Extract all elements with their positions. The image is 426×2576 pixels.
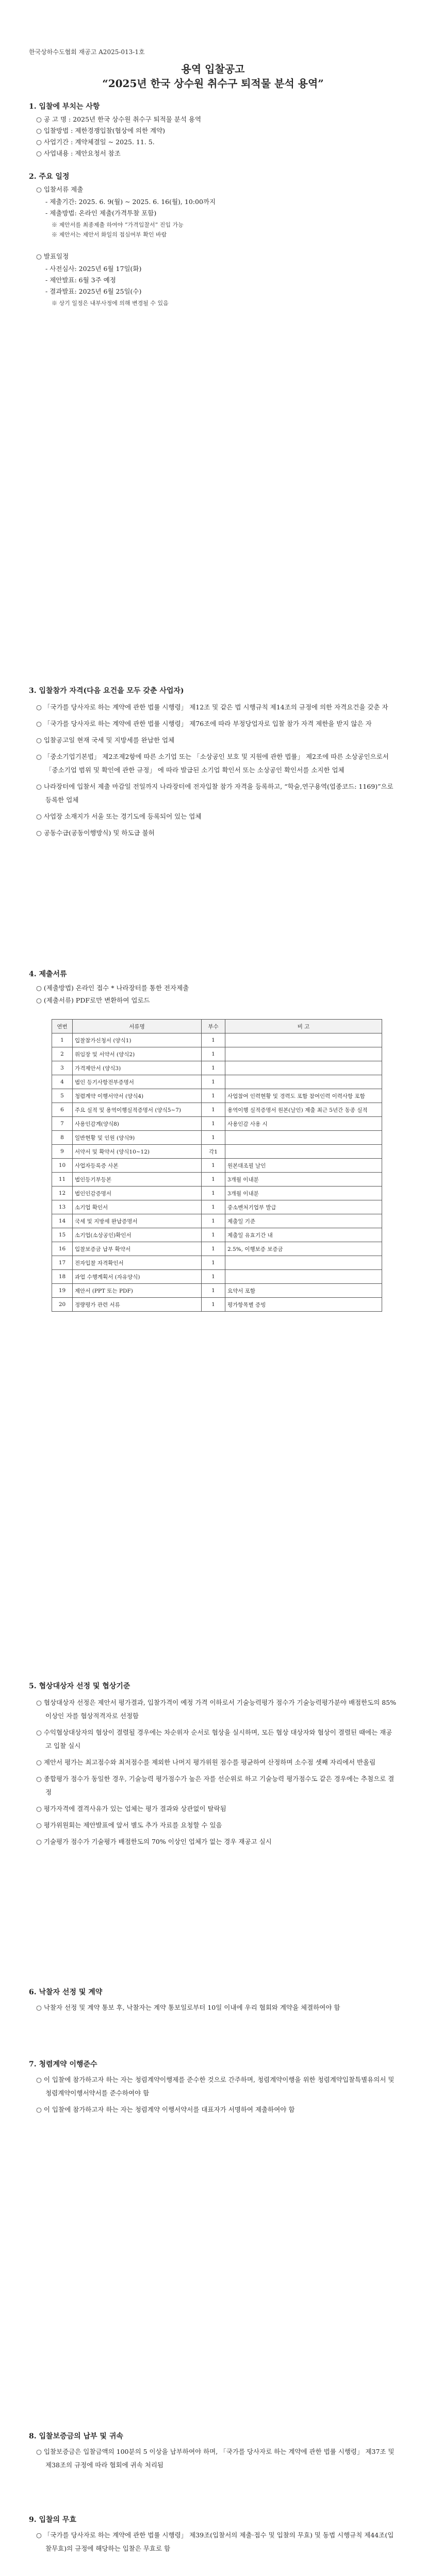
table-cell: 2.5%, 이행보증 보증금 — [225, 1242, 382, 1256]
sec3-paragraph: ○ 나라장터에 입찰서 제출 마감일 전일까지 나라장터에 전자입찰 참가 자격을 등록하고, “학술,연구용역(업종코드: 1169)”으로 등록한 업체 — [36, 783, 394, 804]
sec7-paragraph: ○ 이 입찰에 참가하고자 하는 자는 청렴계약이행제를 준수한 것으로 간주하며, 청렴계약이행을 위한 청렴계약입찰특별유의서 및 청렴계약이행서약서를 준수하여야 함 — [36, 2076, 395, 2097]
table-cell: 2 — [52, 1047, 73, 1061]
sec5-paragraph: ○ 기술평가 점수가 기술평가 배점한도의 70% 이상인 업체가 없는 경우 재공고 실시 — [36, 1838, 272, 1845]
table-cell: 제출일 유효기간 내 — [225, 1228, 382, 1242]
table-cell — [225, 1145, 382, 1159]
document-number: 한국상하수도협회 재공고 A2025-013-1호 — [29, 48, 145, 56]
sec9-paragraph: ○ 「국가를 당사자로 하는 계약에 관한 법률 시행령」 제39조(입찰서의 제출·접수 및 입찰의 무효) 및 동법 시행규칙 제44조(입찰무효)의 규정에 해당하는 입찰은 무효로 함 — [36, 2531, 394, 2552]
table-cell: 법인등기부등본 — [73, 1173, 202, 1187]
sec4-item: ○ (제출방법) 온라인 접수 * 나라장터를 통한 전자제출 — [36, 984, 189, 992]
column-header: 비 고 — [225, 1020, 382, 1033]
table-header-row — [52, 1020, 382, 1033]
table-row — [52, 1173, 382, 1187]
table-row — [52, 1298, 382, 1312]
table-row — [52, 1145, 382, 1159]
table-cell: 법인인감증명서 — [73, 1187, 202, 1200]
table-cell — [225, 1256, 382, 1270]
table-cell: 사업자등록증 사본 — [73, 1159, 202, 1173]
table-cell: 12 — [52, 1187, 73, 1200]
table-cell: 1 — [202, 1242, 225, 1256]
table-cell: 15 — [52, 1228, 73, 1242]
section-7-title: 7. 청렴계약 이행준수 — [29, 2060, 97, 2069]
sec1-item: ○ 사업기간 : 계약체결일 ~ 2025. 11. 5. — [36, 138, 155, 146]
sec5-paragraph: ○ 협상대상자 선정은 제안서 평가결과, 입찰가격이 예정 가격 이하로서 기술능력평가 점수가 기술능력평가분야 배점한도의 85% 이상인 자를 협상적격자로 선정함 — [36, 1699, 397, 1720]
table-cell — [225, 1033, 382, 1047]
sec3-paragraph: ○ 사업장 소재지가 서울 또는 경기도에 등록되어 있는 업체 — [36, 812, 202, 820]
table-row — [52, 1061, 382, 1075]
sec2-note: ※ 제안서를 최종제출 하여야 “가격입찰서” 진입 가능 — [52, 222, 184, 228]
sec6-paragraph: ○ 낙찰자 선정 및 계약 통보 후, 낙찰자는 계약 통보일로부터 10일 이내에 우리 협회와 계약을 체결하여야 함 — [36, 2004, 340, 2011]
sec2-item: - 제출기간: 2025. 6. 9(월) ~ 2025. 6. 16(월), 10:00까지 — [45, 198, 216, 206]
table-cell: 요약서 포함 — [225, 1284, 382, 1298]
sec1-item: ○ 공 고 명 : 2025년 한국 상수원 취수구 퇴적물 분석 용역 — [36, 115, 202, 123]
table-row — [52, 1284, 382, 1298]
table-cell: 1 — [202, 1061, 225, 1075]
sec4-item: ○ (제출서류) PDF로만 변환하여 업로드 — [36, 996, 150, 1004]
sec3-body — [36, 701, 397, 843]
table-cell — [225, 1047, 382, 1061]
table-row — [52, 1242, 382, 1256]
table-cell: 1 — [202, 1033, 225, 1047]
table-cell: 사용인감 사용 시 — [225, 1117, 382, 1131]
table-cell: 입찰참가신청서 (양식1) — [73, 1033, 202, 1047]
sec7-paragraph: ○ 이 입찰에 참가하고자 하는 자는 청렴계약 이행서약서를 대표자가 서명하여 제출하여야 함 — [36, 2106, 295, 2113]
sec5-paragraph: ○ 종합평가 점수가 동일한 경우, 기술능력 평가점수가 높은 자를 선순위로 하고 기술능력 평가점수도 같은 경우에는 추첨으로 결정 — [36, 1775, 395, 1796]
table-cell: 소기업 확인서 — [73, 1200, 202, 1214]
table-cell: 4 — [52, 1075, 73, 1089]
table-cell — [225, 1270, 382, 1284]
table-cell: 1 — [202, 1075, 225, 1089]
table-cell: 일반현황 및 인원 (양식9) — [73, 1131, 202, 1145]
table-cell: 7 — [52, 1117, 73, 1131]
table-row — [52, 1256, 382, 1270]
sec3-paragraph: ○ 입찰공고일 현재 국세 및 지방세를 완납한 업체 — [36, 736, 175, 744]
required-documents-table — [52, 1019, 382, 1312]
table-cell: 11 — [52, 1173, 73, 1187]
column-header: 서류명 — [73, 1020, 202, 1033]
sec2-item: - 결과발표: 2025년 6월 25일(수) — [45, 287, 142, 295]
table-cell: 중소벤처기업부 발급 — [225, 1200, 382, 1214]
sec2-subtitle: ○ 발표일정 — [36, 252, 69, 260]
table-cell: 1 — [202, 1103, 225, 1117]
sec3-paragraph: ○ 「국가를 당사자로 하는 계약에 관한 법률 시행령」 제12조 및 같은 법 시행규칙 제14조의 규정에 의한 자격요건을 갖춘 자 — [36, 703, 388, 711]
sec5-body — [36, 1696, 397, 1852]
section-8-title: 8. 입찰보증금의 납부 및 귀속 — [29, 2432, 123, 2441]
project-title: “2025년 한국 상수원 취수구 퇴적물 분석 용역” — [102, 77, 324, 90]
sec3-paragraph: ○ 「국가를 당사자로 하는 계약에 관한 법률 시행령」 제76조에 따라 부정당업자로 입찰 참가 자격 제한을 받지 않은 자 — [36, 720, 372, 727]
sec1-item: ○ 입찰방법 : 제한경쟁입찰(협상에 의한 계약) — [36, 127, 166, 134]
sec5-paragraph: ○ 평가자격에 결격사유가 있는 업체는 평가 결과와 상관없이 탈락됨 — [36, 1805, 226, 1812]
table-cell: 사용인감계(양식8) — [73, 1117, 202, 1131]
table-cell: 위임장 및 서약서 (양식2) — [73, 1047, 202, 1061]
sec1-item: ○ 사업내용 : 제안요청서 참조 — [36, 149, 121, 157]
table-cell: 1 — [202, 1200, 225, 1214]
table-cell: 1 — [202, 1089, 225, 1103]
sec2-subtitle: ○ 입찰서류 제출 — [36, 185, 84, 193]
section-6-title: 6. 낙찰자 선정 및 계약 — [29, 1988, 103, 1996]
sec7-body — [36, 2073, 397, 2120]
table-cell: 13 — [52, 1200, 73, 1214]
sec8-paragraph: ○ 입찰보증금은 입찰금액의 100분의 5 이상을 납부하여야 하며, 「국가를 당사자로 하는 계약에 관한 법률 시행령」 제37조 및 제38조의 규정에 따라 협회에 귀속 처리됨 — [36, 2448, 395, 2469]
sec5-paragraph: ○ 제안서 평가는 최고점수와 최저점수를 제외한 나머지 평가위원 점수를 평균하여 산정하며 소수점 셋째 자리에서 반올림 — [36, 1758, 376, 1766]
sec2-item: - 제안발표: 6월 3주 예정 — [45, 276, 116, 284]
table-cell: 1 — [202, 1284, 225, 1298]
table-cell: 1 — [202, 1270, 225, 1284]
section-5-title: 5. 협상대상자 선정 및 협상기준 — [29, 1682, 130, 1690]
sec2-note: ※ 제안서는 제안서 화일의 접심여부 확인 바람 — [52, 231, 167, 238]
table-cell: 청렴계약 이행서약서 (양식4) — [73, 1089, 202, 1103]
table-cell: 1 — [202, 1047, 225, 1061]
sec8-body — [36, 2445, 397, 2475]
section-4-title: 4. 제출서류 — [29, 970, 67, 978]
table-cell: 8 — [52, 1131, 73, 1145]
section-3-title: 3. 입찰참가 자격(다음 요건을 모두 갖춘 사업자) — [29, 687, 184, 695]
section-1-title: 1. 입찰에 부치는 사항 — [29, 103, 100, 111]
table-cell: 제출일 기준 — [225, 1214, 382, 1228]
table-row — [52, 1131, 382, 1145]
table-cell: 국세 및 지방세 완납증명서 — [73, 1214, 202, 1228]
table-row — [52, 1159, 382, 1173]
table-cell: 3 — [52, 1061, 73, 1075]
table-cell — [225, 1061, 382, 1075]
table-cell: 사업참여 인력현황 및 경력도 포함 참여인력 이력사항 포함 — [225, 1089, 382, 1103]
sec2-item: - 제출방법: 온라인 제출(가격투찰 포함) — [45, 209, 157, 217]
table-row — [52, 1270, 382, 1284]
section-9-title: 9. 입찰의 무효 — [29, 2516, 76, 2524]
table-cell: 용역이행 실적증명서 원본(날인) 제출 최근 5년간 동종 실적 — [225, 1103, 382, 1117]
table-cell: 법인 등기사항전부증명서 — [73, 1075, 202, 1089]
table-cell: 14 — [52, 1214, 73, 1228]
table-row — [52, 1075, 382, 1089]
table-cell: 원본대조필 날인 — [225, 1159, 382, 1173]
column-header: 연번 — [52, 1020, 73, 1033]
table-cell: 정량평가 관련 서류 — [73, 1298, 202, 1312]
table-cell: 1 — [202, 1173, 225, 1187]
table-cell: 18 — [52, 1270, 73, 1284]
table-cell: 서약서 및 확약서 (양식10~12) — [73, 1145, 202, 1159]
table-cell: 1 — [202, 1256, 225, 1270]
table-cell: 각1 — [202, 1145, 225, 1159]
table-row — [52, 1117, 382, 1131]
sec3-paragraph: ○ 공동수급(공동이행방식) 및 하도급 불허 — [36, 829, 155, 837]
table-cell: 1 — [202, 1187, 225, 1200]
sec2-note: ※ 상기 일정은 내부사정에 의해 변경될 수 있음 — [52, 300, 169, 307]
table-row — [52, 1187, 382, 1200]
table-cell: 제안서 (PPT 또는 PDF) — [73, 1284, 202, 1298]
table-cell: 3개월 이내분 — [225, 1187, 382, 1200]
table-cell: 과업 수행계획서 (자유양식) — [73, 1270, 202, 1284]
table-cell: 평가항목별 증빙 — [225, 1298, 382, 1312]
table-cell: 가격제안서 (양식3) — [73, 1061, 202, 1075]
sec3-paragraph: ○ 「중소기업기본법」 제2조제2항에 따른 소기업 또는 「소상공인 보호 및 지원에 관한 법률」 제2조에 따른 소상공인으로서 「중소기업 범위 및 확인에 관한 규정」 에 따라 발급된 소기업 확인서 또는 소상공인 확인서를 소지한 업체 — [36, 753, 389, 774]
table-body — [52, 1033, 382, 1312]
table-row — [52, 1214, 382, 1228]
table-cell: 17 — [52, 1256, 73, 1270]
table-cell: 1 — [202, 1131, 225, 1145]
table-cell: 1 — [202, 1298, 225, 1312]
table-cell: 6 — [52, 1103, 73, 1117]
table-cell: 1 — [202, 1214, 225, 1228]
table-cell: 1 — [52, 1033, 73, 1047]
table-row — [52, 1047, 382, 1061]
section-2-title: 2. 주요 일정 — [29, 173, 70, 181]
table-cell: 1 — [202, 1159, 225, 1173]
sec9-body — [36, 2529, 397, 2558]
table-cell: 19 — [52, 1284, 73, 1298]
table-cell — [225, 1131, 382, 1145]
sec5-paragraph: ○ 수익협상대상자의 협상이 결렬될 경우에는 차순위자 순서로 협상을 실시하며, 모든 협상 대상자와 협상이 결렬된 때에는 재공고 입찰 실시 — [36, 1728, 392, 1750]
table-cell: 전자입찰 자격확인서 — [73, 1256, 202, 1270]
table-cell: 5 — [52, 1089, 73, 1103]
column-header: 부수 — [202, 1020, 225, 1033]
table-cell: 소기업(소상공인)확인서 — [73, 1228, 202, 1242]
table-cell: 16 — [52, 1242, 73, 1256]
table-cell: 10 — [52, 1159, 73, 1173]
notice-title: 용역 입찰공고 — [181, 63, 245, 75]
sec5-paragraph: ○ 평가위원회는 제안발표에 앞서 별도 추가 자료를 요청할 수 있음 — [36, 1821, 222, 1829]
table-cell: 주요 실적 및 용역이행실적증명서 (양식5~7) — [73, 1103, 202, 1117]
table-row — [52, 1228, 382, 1242]
table-cell: 1 — [202, 1228, 225, 1242]
table-cell: 9 — [52, 1145, 73, 1159]
table-cell: 20 — [52, 1298, 73, 1312]
table-cell: 1 — [202, 1117, 225, 1131]
sec6-body — [36, 2001, 397, 2018]
table-row — [52, 1089, 382, 1103]
table-cell: 입찰보증금 납부 확약서 — [73, 1242, 202, 1256]
table-row — [52, 1033, 382, 1047]
sec2-item: - 사전심사: 2025년 6월 17일(화) — [45, 265, 142, 273]
table-cell: 3개월 이내분 — [225, 1173, 382, 1187]
table-row — [52, 1103, 382, 1117]
table-row — [52, 1200, 382, 1214]
table-cell — [225, 1075, 382, 1089]
